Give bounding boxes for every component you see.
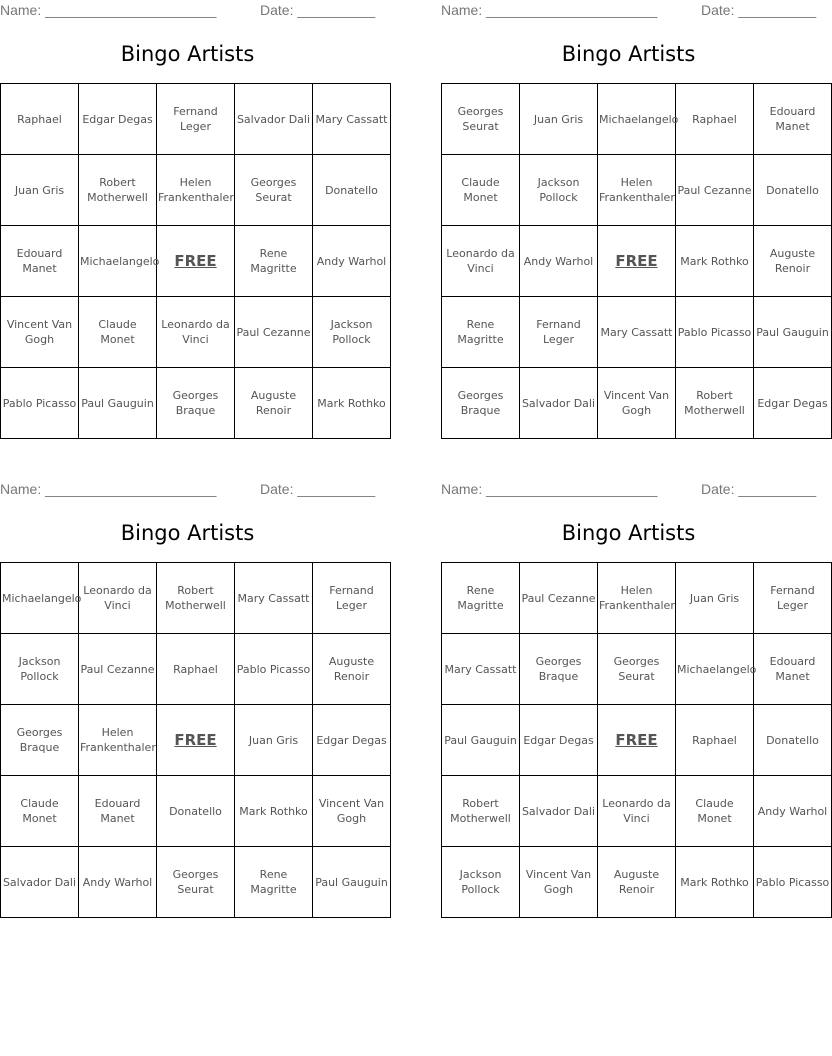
- name-field-label: Name: ______________________: [0, 481, 217, 497]
- bingo-cell: Andy Warhol: [754, 776, 832, 847]
- bingo-cell: Fernand Leger: [520, 297, 598, 368]
- bingo-cell: Donatello: [754, 155, 832, 226]
- bingo-cell: Claude Monet: [442, 155, 520, 226]
- card-header-fields: [441, 0, 816, 20]
- bingo-cell: Mary Cassatt: [598, 297, 676, 368]
- bingo-row: [1, 563, 391, 634]
- bingo-cell: Claude Monet: [1, 776, 79, 847]
- bingo-cell: Andy Warhol: [520, 226, 598, 297]
- bingo-cell: Georges Seurat: [157, 847, 235, 918]
- bingo-cell: Juan Gris: [235, 705, 313, 776]
- bingo-card: [441, 0, 829, 430]
- bingo-cell: Edouard Manet: [79, 776, 157, 847]
- card-title: Bingo Artists: [561, 521, 696, 545]
- bingo-cell: Mark Rothko: [676, 847, 754, 918]
- bingo-cell: Vincent Van Gogh: [598, 368, 676, 439]
- bingo-cell: Auguste Renoir: [598, 847, 676, 918]
- bingo-cell: Paul Cezanne: [676, 155, 754, 226]
- bingo-cell: Paul Gauguin: [313, 847, 391, 918]
- free-space-cell: FREE: [598, 226, 676, 297]
- free-space-cell: FREE: [598, 705, 676, 776]
- bingo-cell: Michaelangelo: [1, 563, 79, 634]
- bingo-row: [1, 84, 391, 155]
- card-header-fields: [441, 479, 816, 499]
- bingo-cell: Paul Cezanne: [79, 634, 157, 705]
- bingo-cell: Rene Magritte: [235, 847, 313, 918]
- bingo-cell: Salvador Dali: [520, 776, 598, 847]
- bingo-cell: Jackson Pollock: [313, 297, 391, 368]
- bingo-cell: Mary Cassatt: [235, 563, 313, 634]
- bingo-row: [1, 368, 391, 439]
- bingo-row: [442, 847, 832, 918]
- bingo-cell: Pablo Picasso: [754, 847, 832, 918]
- bingo-card: [0, 479, 388, 909]
- bingo-row: [442, 297, 832, 368]
- bingo-cell: Robert Motherwell: [676, 368, 754, 439]
- bingo-card: [441, 479, 830, 909]
- bingo-row: [1, 776, 391, 847]
- bingo-cell: Helen Frankenthaler: [157, 155, 235, 226]
- bingo-cell: Juan Gris: [1, 155, 79, 226]
- bingo-row: [1, 634, 391, 705]
- bingo-row: [1, 155, 391, 226]
- bingo-cell: Edgar Degas: [754, 368, 832, 439]
- bingo-row: [442, 705, 832, 776]
- bingo-cell: Salvador Dali: [520, 368, 598, 439]
- bingo-cell: Georges Braque: [442, 368, 520, 439]
- bingo-row: [442, 634, 832, 705]
- bingo-cell: Raphael: [676, 705, 754, 776]
- bingo-cell: Pablo Picasso: [1, 368, 79, 439]
- bingo-row: [442, 563, 832, 634]
- bingo-cell: Salvador Dali: [235, 84, 313, 155]
- bingo-cell: Georges Braque: [520, 634, 598, 705]
- bingo-cell: Paul Gauguin: [442, 705, 520, 776]
- bingo-grid: [0, 562, 391, 918]
- bingo-cell: Jackson Pollock: [1, 634, 79, 705]
- bingo-cell: Donatello: [754, 705, 832, 776]
- bingo-cell: Leonardo da Vinci: [442, 226, 520, 297]
- bingo-row: [1, 226, 391, 297]
- bingo-cell: Rene Magritte: [235, 226, 313, 297]
- name-field-label: Name: ______________________: [441, 2, 658, 18]
- bingo-cell: Helen Frankenthaler: [598, 563, 676, 634]
- bingo-cell: Georges Seurat: [442, 84, 520, 155]
- bingo-cell: Helen Frankenthaler: [79, 705, 157, 776]
- bingo-card: [0, 0, 388, 430]
- bingo-cell: Helen Frankenthaler: [598, 155, 676, 226]
- bingo-cell: Georges Braque: [157, 368, 235, 439]
- bingo-cell: Donatello: [157, 776, 235, 847]
- bingo-cell: Raphael: [1, 84, 79, 155]
- bingo-cell: Rene Magritte: [442, 297, 520, 368]
- bingo-row: [442, 155, 832, 226]
- bingo-cell: Paul Cezanne: [520, 563, 598, 634]
- bingo-row: [1, 847, 391, 918]
- bingo-row: [442, 368, 832, 439]
- bingo-cell: Rene Magritte: [442, 563, 520, 634]
- bingo-cell: Pablo Picasso: [676, 297, 754, 368]
- bingo-row: [1, 297, 391, 368]
- bingo-cell: Raphael: [676, 84, 754, 155]
- bingo-row: [442, 84, 832, 155]
- name-field-label: Name: ______________________: [0, 2, 217, 18]
- name-field-label: Name: ______________________: [441, 481, 658, 497]
- bingo-cell: Mary Cassatt: [313, 84, 391, 155]
- bingo-cell: Georges Seurat: [598, 634, 676, 705]
- bingo-cell: Jackson Pollock: [520, 155, 598, 226]
- bingo-cell: Georges Braque: [1, 705, 79, 776]
- bingo-cell: Robert Motherwell: [79, 155, 157, 226]
- bingo-cell: Robert Motherwell: [157, 563, 235, 634]
- bingo-cell: Georges Seurat: [235, 155, 313, 226]
- bingo-cell: Juan Gris: [520, 84, 598, 155]
- bingo-cell: Leonardo da Vinci: [157, 297, 235, 368]
- bingo-cell: Edgar Degas: [313, 705, 391, 776]
- bingo-cell: Edgar Degas: [79, 84, 157, 155]
- bingo-grid: [441, 83, 832, 439]
- bingo-cell: Michaelangelo: [79, 226, 157, 297]
- bingo-grid: [441, 562, 832, 918]
- bingo-cell: Andy Warhol: [313, 226, 391, 297]
- bingo-cell: Mark Rothko: [676, 226, 754, 297]
- bingo-grid: [0, 83, 391, 439]
- card-header-fields: [0, 0, 375, 20]
- bingo-cell: Claude Monet: [79, 297, 157, 368]
- bingo-cell: Edouard Manet: [1, 226, 79, 297]
- bingo-row: [1, 705, 391, 776]
- bingo-cell: Vincent Van Gogh: [313, 776, 391, 847]
- bingo-cell: Vincent Van Gogh: [1, 297, 79, 368]
- bingo-cell: Paul Gauguin: [79, 368, 157, 439]
- bingo-cell: Paul Gauguin: [754, 297, 832, 368]
- bingo-cell: Donatello: [313, 155, 391, 226]
- bingo-cell: Fernand Leger: [754, 563, 832, 634]
- card-title: Bingo Artists: [120, 42, 255, 66]
- bingo-cell: Robert Motherwell: [442, 776, 520, 847]
- bingo-cell: Auguste Renoir: [313, 634, 391, 705]
- bingo-cell: Edgar Degas: [520, 705, 598, 776]
- date-field-label: Date: __________: [260, 481, 376, 497]
- bingo-cell: Michaelangelo: [676, 634, 754, 705]
- free-space-cell: FREE: [157, 226, 235, 297]
- card-title: Bingo Artists: [120, 521, 255, 545]
- bingo-cell: Michaelangelo: [598, 84, 676, 155]
- card-title: Bingo Artists: [561, 42, 696, 66]
- bingo-cell: Paul Cezanne: [235, 297, 313, 368]
- bingo-cell: Pablo Picasso: [235, 634, 313, 705]
- bingo-cell: Auguste Renoir: [235, 368, 313, 439]
- bingo-cell: Claude Monet: [676, 776, 754, 847]
- bingo-cell: Jackson Pollock: [442, 847, 520, 918]
- bingo-row: [442, 776, 832, 847]
- bingo-cell: Andy Warhol: [79, 847, 157, 918]
- bingo-cell: Auguste Renoir: [754, 226, 832, 297]
- free-space-cell: FREE: [157, 705, 235, 776]
- bingo-cell: Vincent Van Gogh: [520, 847, 598, 918]
- bingo-cell: Fernand Leger: [313, 563, 391, 634]
- bingo-cell: Juan Gris: [676, 563, 754, 634]
- bingo-row: [442, 226, 832, 297]
- date-field-label: Date: __________: [260, 2, 376, 18]
- date-field-label: Date: __________: [701, 2, 817, 18]
- bingo-cell: Raphael: [157, 634, 235, 705]
- bingo-cell: Mark Rothko: [235, 776, 313, 847]
- bingo-cell: Edouard Manet: [754, 634, 832, 705]
- bingo-cell: Salvador Dali: [1, 847, 79, 918]
- date-field-label: Date: __________: [701, 481, 817, 497]
- bingo-cell: Leonardo da Vinci: [598, 776, 676, 847]
- bingo-cell: Mark Rothko: [313, 368, 391, 439]
- bingo-cell: Edouard Manet: [754, 84, 832, 155]
- card-header-fields: [0, 479, 375, 499]
- bingo-cell: Mary Cassatt: [442, 634, 520, 705]
- bingo-cell: Fernand Leger: [157, 84, 235, 155]
- bingo-cell: Leonardo da Vinci: [79, 563, 157, 634]
